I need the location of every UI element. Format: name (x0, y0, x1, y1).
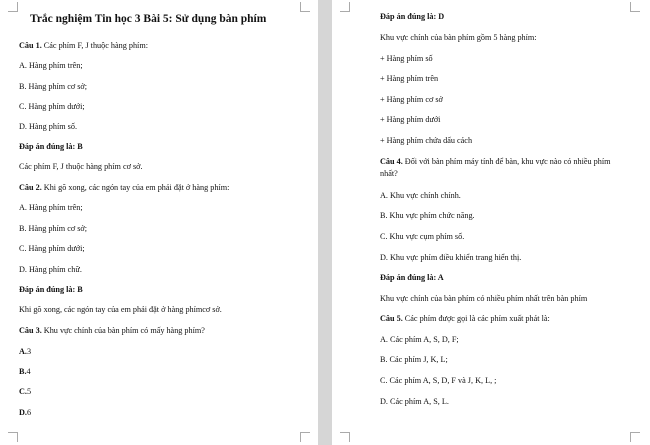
question-1 (19, 41, 148, 51)
margin-corner-mark (8, 2, 18, 12)
question-4 (380, 157, 610, 167)
option-letter: C. (19, 387, 27, 396)
option-d: D. Hàng phím số. (19, 122, 77, 131)
option-a: A. Các phím A, S, D, F; (380, 335, 459, 344)
option-value: 6 (26, 408, 32, 417)
question-label: Câu 3. (19, 326, 42, 335)
document-page-right (332, 0, 650, 445)
option-c: C. Các phím A, S, D, F và J, K, L, ; (380, 376, 497, 385)
option-b: B. Các phím J, K, L; (380, 355, 448, 364)
margin-corner-mark (300, 2, 310, 12)
margin-corner-mark (8, 432, 18, 442)
question-2 (19, 183, 229, 193)
option-d: D. Khu vực phím điều khiển trang hiển thị. (380, 253, 522, 262)
question-label: Câu 1. (19, 41, 42, 50)
margin-corner-mark (300, 432, 310, 442)
option-letter: D. (19, 408, 27, 417)
question-3 (19, 326, 205, 336)
question-label: Câu 2. (19, 183, 42, 192)
answer-line: Đáp án đúng là: B (19, 142, 83, 151)
question-text: Khu vực chính của bàn phím có mấy hàng phím? (41, 326, 205, 335)
question-label: Câu 4. (380, 157, 403, 166)
keyboard-row-item: + Hàng phím cơ sở (380, 95, 443, 104)
document-title: Trắc nghiệm Tin học 3 Bài 5: Sử dụng bàn phím (30, 13, 267, 25)
question-text: Đối với bàn phím máy tính để bàn, khu vực nào có nhiều phím (402, 157, 611, 166)
answer-line: Đáp án đúng là: A (380, 273, 444, 282)
option-b (19, 367, 31, 377)
answer-line: Đáp án đúng là: B (19, 285, 83, 294)
keyboard-row-item: + Hàng phím trên (380, 74, 439, 83)
margin-corner-mark (630, 2, 640, 12)
answer-explanation: Khi gõ xong, các ngón tay của em phải đặt ở hàng phímcơ sở. (19, 305, 222, 314)
option-d: D. Hàng phím chữ. (19, 265, 82, 274)
keyboard-row-item: + Hàng phím chứa dấu cách (380, 136, 473, 145)
option-b: B. Hàng phím cơ sở; (19, 224, 88, 233)
option-a: A. Khu vực chính chính. (380, 191, 461, 200)
option-a (19, 347, 31, 357)
keyboard-row-item: + Hàng phím số (380, 54, 433, 63)
option-value: 5 (26, 387, 32, 396)
option-c (19, 387, 31, 397)
option-letter: B. (19, 367, 27, 376)
answer-explanation: Khu vực chính của bàn phím gồm 5 hàng phím: (380, 33, 537, 42)
question-text-continued: nhất? (380, 169, 398, 178)
keyboard-row-item: + Hàng phím dưới (380, 115, 441, 124)
option-a: A. Hàng phím trên; (19, 203, 83, 212)
document-page-left (0, 0, 318, 445)
option-a: A. Hàng phím trên; (19, 61, 83, 70)
question-text: Khi gõ xong, các ngón tay của em phải đặt ở hàng phím: (41, 183, 230, 192)
margin-corner-mark (340, 2, 350, 12)
option-d (19, 408, 31, 418)
question-text: Các phím F, J thuộc hàng phím: (41, 41, 148, 50)
option-c: C. Khu vực cụm phím số. (380, 232, 465, 241)
question-5 (380, 314, 550, 324)
question-text: Các phím được gọi là các phím xuất phát là: (402, 314, 550, 323)
option-value: 4 (26, 367, 31, 376)
answer-explanation: Khu vực chính của bàn phím có nhiều phím nhất trên bàn phím (380, 294, 588, 303)
option-value: 3 (26, 347, 32, 356)
option-c: C. Hàng phím dưới; (19, 102, 85, 111)
option-b: B. Khu vực phím chức năng. (380, 211, 475, 220)
margin-corner-mark (340, 432, 350, 442)
option-c: C. Hàng phím dưới; (19, 244, 85, 253)
option-letter: A. (19, 347, 27, 356)
answer-line: Đáp án đúng là: D (380, 12, 445, 21)
option-d: D. Các phím A, S, L. (380, 397, 449, 406)
question-label: Câu 5. (380, 314, 403, 323)
answer-explanation: Các phím F, J thuộc hàng phím cơ sở. (19, 162, 143, 171)
margin-corner-mark (630, 432, 640, 442)
option-b: B. Hàng phím cơ sở; (19, 82, 88, 91)
